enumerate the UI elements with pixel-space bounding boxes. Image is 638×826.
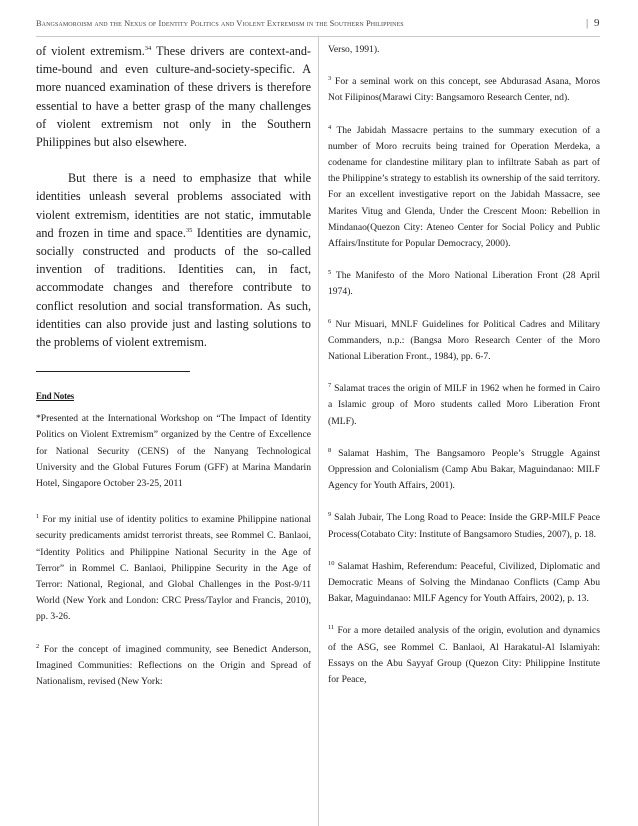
endnote-2-continued <box>328 42 600 58</box>
body-paragraph-1 <box>36 42 311 151</box>
right-column <box>328 42 600 704</box>
endnote-number: 6 <box>328 317 332 325</box>
running-header <box>36 17 600 35</box>
footnote-ref-34[interactable]: 34 <box>144 44 152 52</box>
endnote-text: Nur Misuari, MNLF Guidelines for Political Cadres and Military Commanders, n.p.: (Bangsa Moro Research Center of the Moro National Liberation Front., 1984), pp. 6-7. <box>328 318 600 363</box>
endnotes-heading: End Notes <box>36 391 74 402</box>
endnotes-divider <box>36 371 190 372</box>
endnote-text: For my initial use of identity politics to examine Philippine national security predicaments amidst terrorist threats, see Rommel C. Banlaoi, “Identity Politics and Philippine National Security in the Age of Terror” in Rommel C. Banlaoi, Philippine Security in the Age of Terror: National, Regional, and Global Challenges in the Post-9/11 World (New York and London: CRC Press/Taylor and Francis, 2010), pp. 3-26. <box>36 514 311 623</box>
endnote-number: 1 <box>36 513 40 521</box>
header-separator: | <box>586 17 589 29</box>
endnote-number: 10 <box>328 559 335 567</box>
endnote-text: For the concept of imagined community, see Benedict Anderson, Imagined Communities: Reflections on the Origin and Spread of Nationalism, revised (New York: <box>36 643 311 688</box>
endnote-11 <box>328 623 600 688</box>
column-divider <box>318 37 319 826</box>
endnote-number: 5 <box>328 269 332 277</box>
endnote-number: 3 <box>328 75 332 83</box>
endnote-10 <box>328 559 600 608</box>
endnote-6 <box>328 317 600 366</box>
endnote-text: Salamat traces the origin of MILF in 1962 when he formed in Cairo a Islamic group of Moro students called Moro Liberation Front (MLF). <box>328 383 600 427</box>
endnote-text: The Manifesto of the Moro National Liberation Front (28 April 1974). <box>328 270 600 298</box>
running-header-title: Bangsamoroism and the Nexus of Identity Politics and Violent Extremism in the Southern Philippines <box>36 19 404 28</box>
endnote-4 <box>328 123 600 253</box>
endnote-number: 7 <box>328 382 332 390</box>
endnote-text: *Presented at the International Workshop on “The Impact of Identity Politics on Violent Extremism” organized by the Centre of Excellence for National Security (CENS) of the Nanyang Technological University and the Global Futures Forum (GFF) at Marina Mandarin Hotel, Singapore October 23-25, 2011 <box>36 413 311 490</box>
endnote-number: 9 <box>328 511 332 519</box>
footnote-ref-35[interactable]: 35 <box>185 226 193 234</box>
paragraph-text: These drivers are context-and-time-bound and even culture-and-society-specific. A more nuanced examination of these drivers is therefore essential to have a better grasp of the many challenges of violent extremism not only in the Southern Philippines but also elsewhere. <box>36 44 311 150</box>
endnote-text: The Jabidah Massacre pertains to the summary execution of a number of Moro recruits being trained for Operation Merdeka, a codename for clandestine military plan to infiltrate Sabah as part of the Philippine’s strategy to establish its ownership of the said territory. For an excellent investigative report on the Jabidah Massacre, see Marites Vitug and Glenda, Under the Crescent Moon: Rebellion in Mindanao(Quezon City: Ateneo Center for Social Policy and Public Affairs/Institute for Popular Democracy, 2000). <box>328 124 600 250</box>
endnote-1 <box>36 512 311 625</box>
body-paragraph-2 <box>36 169 311 351</box>
left-column <box>36 42 311 706</box>
endnote-text: Salah Jubair, The Long Road to Peace: Inside the GRP-MILF Peace Process(Cotabato City: Institute of Bangsamoro Studies, 2007), p. 18. <box>328 512 600 540</box>
paragraph-text: Identities are dynamic, socially constructed and products of the so-called invention of traditions. Identities can, in fact, accommodate changes and therefore contribute to conflict resolution and social transformation. As such, identities can also provide just and lasting solutions to the problems of violent extremism. <box>36 225 311 350</box>
endnote-5 <box>328 268 600 300</box>
endnote-presented <box>36 411 311 492</box>
paragraph-text: of violent extremism. <box>36 44 145 58</box>
endnote-text: Salamat Hashim, The Bangsamoro People’s Struggle Against Oppression and Colonialism (Camp Abu Bakar, Maguindanao: MILF Agency for Youth Affairs, 2001). <box>328 447 600 492</box>
endnote-3 <box>328 74 600 106</box>
endnote-text: For a seminal work on this concept, see Abdurasad Asana, Moros Not Filipinos(Marawi City: Bangsamoro Research Center, nd). <box>328 76 600 104</box>
paragraph-text: But there is a need to emphasize that while identities unleash several problems associated with violent extremism, identities are not static, immutable and frozen in time and space. <box>36 171 311 240</box>
endnote-number: 2 <box>36 642 40 650</box>
endnote-7 <box>328 381 600 430</box>
endnote-text: For a more detailed analysis of the origin, evolution and dynamics of the ASG, see Rommel C. Banlaoi, Al Harakatul-Al Islamiyah: Essays on the Abu Sayyaf Group (Quezon City: Philippine Institute for Peace, <box>328 625 600 686</box>
endnote-text: Verso, 1991). <box>328 44 380 55</box>
endnote-number: 4 <box>328 123 332 131</box>
endnote-9 <box>328 510 600 542</box>
endnote-2 <box>36 642 311 691</box>
endnote-8 <box>328 446 600 495</box>
endnote-number: 8 <box>328 446 332 454</box>
endnote-text: Salamat Hashim, Referendum: Peaceful, Civilized, Diplomatic and Democratic Means of Solving the Mindanao Conflicts (Camp Abu Bakar, Maguindanao: MILF Agency for Youth Affairs, 2002), p. 13. <box>328 560 600 605</box>
endnote-number: 11 <box>328 624 335 632</box>
page-number: 9 <box>594 17 600 29</box>
